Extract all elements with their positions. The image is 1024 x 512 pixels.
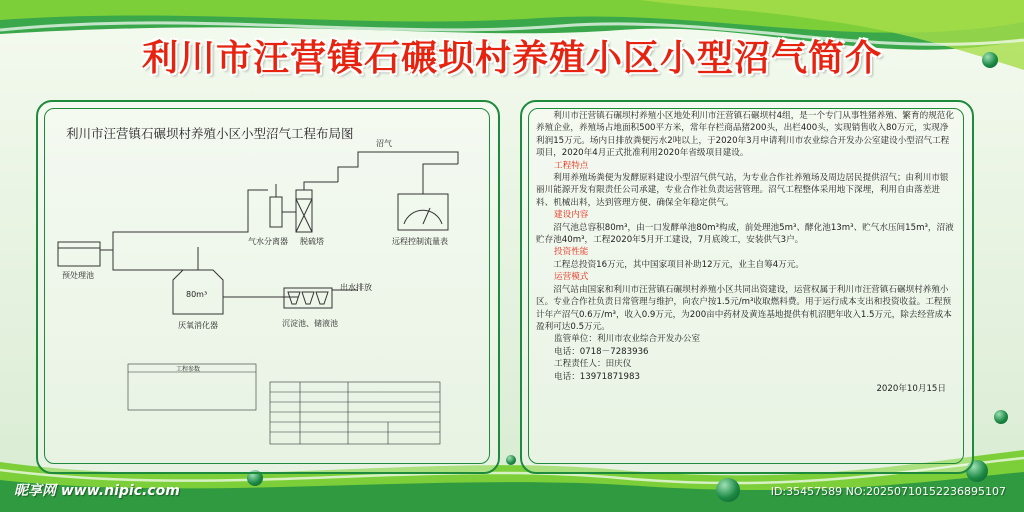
desulfurizer-label: 脱硫塔 bbox=[300, 237, 324, 246]
volume-label: 80m³ bbox=[186, 290, 208, 299]
intro-panel bbox=[520, 100, 974, 474]
digester-label: 厌氧消化器 bbox=[178, 321, 218, 330]
intro-paragraph-construction: 沼气池总容积80m³，由一口发酵单池80m³构成，前处理池5m³、酵化池13m³、贮气水压间15m³，沼液贮存池40m³，工程2020年5月开工建设，7月底竣工，安装供气3户。 bbox=[536, 222, 954, 246]
intro-paragraph-features: 利用养殖场粪便为发酵原料建设小型沼气供气站，为专业合作社养殖场及周边居民提供沼气；由利川市银丽川能源开发有限责任公司承建，专业合作社负责运营管理。沼气工程整体采用地下深埋，利用自由落差进料、机械出料，达到管理方便、确保全年稳定供气。 bbox=[536, 173, 949, 208]
sedimentation-label: 沉淀池、储液池 bbox=[282, 319, 338, 328]
diagram-title: 利川市汪营镇石碾坝村养殖小区小型沼气工程布局图 bbox=[66, 126, 354, 141]
bubble-decoration bbox=[994, 410, 1008, 424]
supervisor-line: 监管单位：利川市农业综合开发办公室 bbox=[554, 334, 701, 345]
phone-line-2: 电话：13971871983 bbox=[554, 371, 640, 382]
page-title: 利川市汪营镇石碾坝村养殖小区小型沼气简介 bbox=[141, 38, 882, 79]
section-heading-investment: 投资性能 bbox=[554, 247, 589, 258]
intro-paragraph-investment: 工程总投资16万元，其中国家项目补助12万元，业主自筹4万元。 bbox=[553, 259, 804, 270]
diagram-panel bbox=[36, 100, 500, 474]
process-diagram bbox=[38, 102, 498, 472]
date-line: 2020年10月15日 bbox=[876, 383, 946, 394]
param-table-title: 工程参数 bbox=[176, 366, 201, 373]
pretreatment-label: 预处理池 bbox=[62, 271, 94, 280]
engineer-line: 工程责任人：田庆仪 bbox=[554, 359, 632, 370]
intro-text bbox=[536, 110, 956, 395]
biogas-label: 沼气 bbox=[376, 139, 392, 148]
watermark-right: ID:35457589 NO:20250710152236895107 bbox=[770, 485, 1006, 498]
section-heading-construction: 建设内容 bbox=[554, 210, 589, 221]
bubble-decoration bbox=[506, 455, 516, 465]
section-heading-features: 工程特点 bbox=[554, 160, 589, 171]
separator-label: 气水分离器 bbox=[248, 237, 288, 246]
intro-paragraph-operation: 沼气站由国家和利川市汪营镇石碾坝村养殖小区共同出资建设，运营权属于利川市汪营镇石碾坝村养殖小区。专业合作社负责日常管理与维护，向农户按1.5元/m³收取燃料费。用于运行成本支出和投资收益。工程预计年产沼气0.6万/m³，收入0.9万元，为200亩中药材及黄连基地提供有机沼肥年收入1.5万元，除去经营成本盈利可达0.5万元。 bbox=[536, 284, 952, 332]
watermark-left: 昵享网 www.nipic.com bbox=[14, 483, 180, 499]
section-heading-operation: 运营模式 bbox=[554, 272, 589, 283]
phone-line-1: 电话：0718－7283936 bbox=[554, 346, 649, 357]
bubble-decoration bbox=[716, 478, 740, 502]
intro-paragraph-overview: 利川市汪营镇石碾坝村养殖小区地处利川市汪营镇石碾坝村4组，是一个专门从事牲猪养殖、繁育的规范化养殖企业，养殖场占地面积500平方米，常年存栏商品猪200头，出栏400头，实现销售收入80万元，实现净利润15万元。场内日排放粪便污水2吨以上，于2020年3月申请利川市农业综合开发办公室建设小型沼气工程项目，2020年4月正式批准利用2020年省级项目建设。 bbox=[536, 111, 954, 159]
flowmeter-label: 远程控制流量表 bbox=[392, 237, 448, 246]
outlet-label: 出水排放 bbox=[340, 283, 372, 292]
